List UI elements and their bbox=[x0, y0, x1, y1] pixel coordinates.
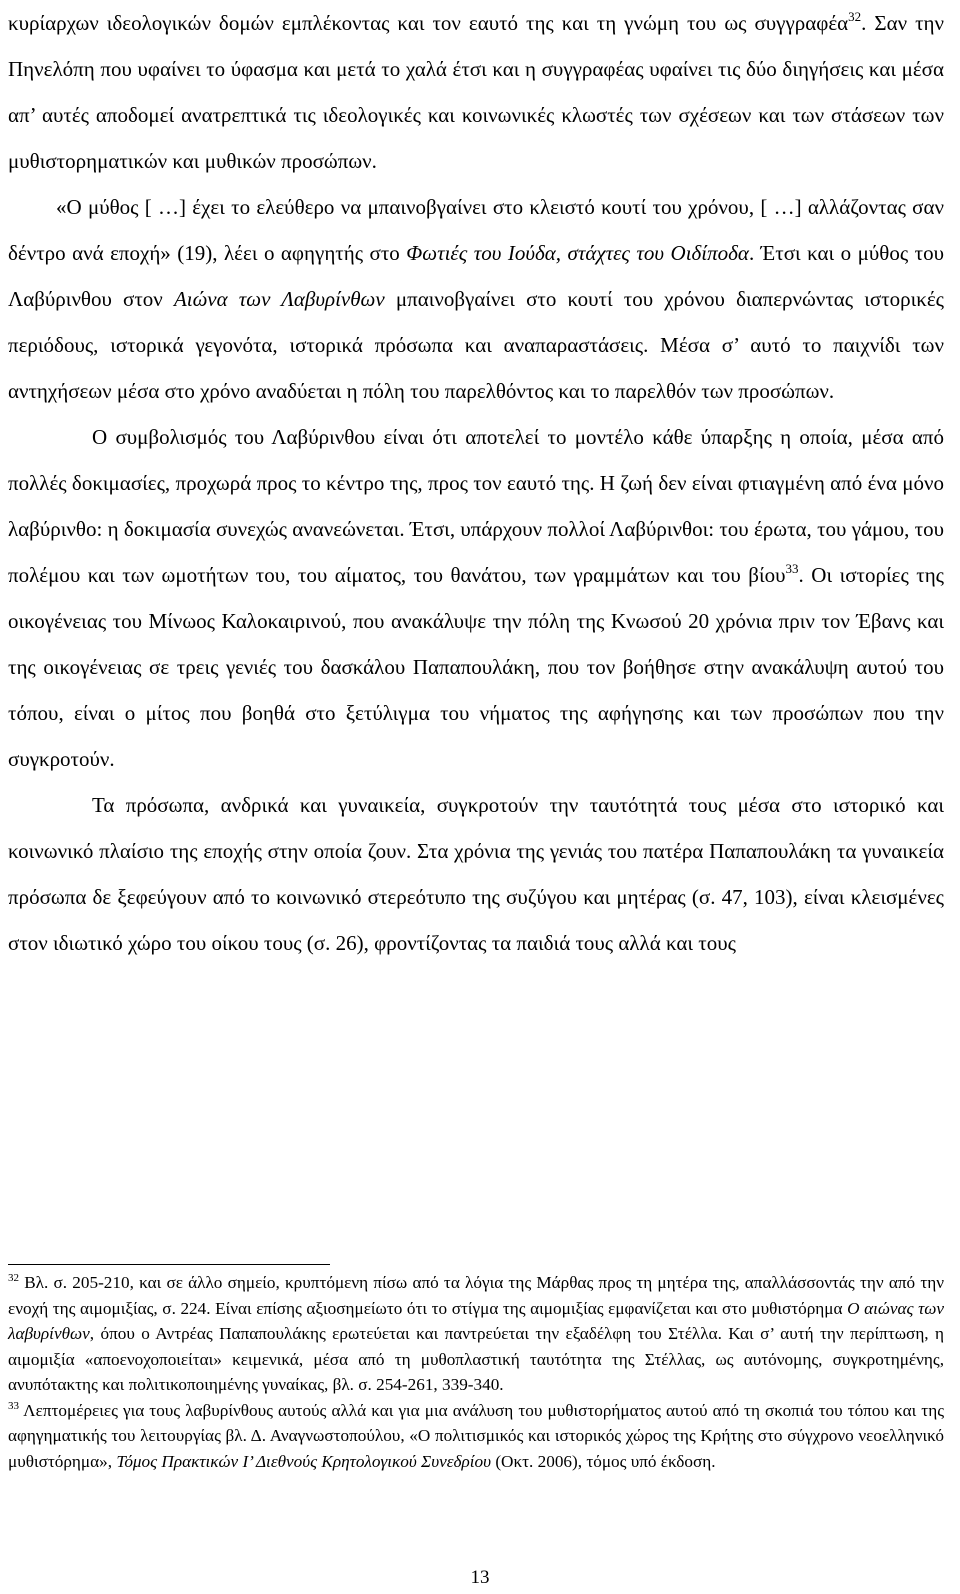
footnote-ref-33[interactable]: 33 bbox=[785, 561, 799, 576]
footnote-text: Λεπτομέρειες για τους λαβυρίνθους αυτούς αλλά και για μια ανάλυση του μυθιστορήματος αυτού από τη σκοπιά του τόπου και της αφηγηματικής του λειτουργίας βλ. Δ. Αναγνωστοπούλου, «Ο πολιτισμικός και ιστορικός χώρος της Κρήτης στο σύγχρονο νεοελληνικό μυθιστόρημα», bbox=[8, 1400, 944, 1471]
footnote-text: Βλ. σ. 205-210, και σε άλλο σημείο, κρυπτόμενη πίσω από τα λόγια της Μάρθας προς τη μητέρα της, απαλλάσσοντάς την από την ενοχή της αιμομιξίας, σ. 224. Είναι επίσης αξιοσημείωτο ότι το στίγμα της αιμομιξίας εμφανίζεται και στο μυθιστόρημα bbox=[8, 1273, 944, 1318]
text-run: κυρίαρχων ιδεολογικών δομών εμπλέκοντας και τον εαυτό της και τη γνώμη του ως συγγραφέα bbox=[8, 11, 849, 35]
paragraph-2 bbox=[8, 184, 944, 414]
text-run: . Σαν την Πηνελόπη που υφαίνει το ύφασμα και μετά το χαλά έτσι και η συγγραφέας υφαίνει τις δύο διηγήσεις και μέσα απ’ αυτές αποδομεί ανατρεπτικά τις ιδεολογικές και κοινωνικές κλωστές των σχέσεων και των στάσεων των μυθιστορηματικών και μυθικών προσώπων. bbox=[8, 11, 944, 173]
text-run: . Έτσι και ο μύθος του Λαβύρινθου στον bbox=[8, 241, 944, 311]
text-run: . Οι ιστορίες της οικογένειας του Μίνωος Καλοκαιρινού, που ανακάλυψε την πόλη της Κνωσού 20 χρόνια πριν τον Έβανς και της οικογένειας σε τρεις γενιές του δασκάλου Παπαπουλάκη, που τον βοήθησε στην ανακάλυψη αυτού του τόπου, είναι ο μίτος που βοηθά στο ξετύλιγμα του νήματος της αφήγησης και των προσώπων που την συγκροτούν. bbox=[8, 563, 944, 771]
page-number: 13 bbox=[470, 1567, 490, 1588]
footnote-number: 32 bbox=[8, 1272, 19, 1284]
footnote-ref-32[interactable]: 32 bbox=[848, 9, 862, 24]
footnote-33 bbox=[8, 1398, 944, 1475]
footnote-separator bbox=[8, 1264, 330, 1265]
document-page bbox=[8, 0, 944, 966]
footnote-number: 33 bbox=[8, 1399, 19, 1412]
footnote-text: (Οκτ. 2006), τόμος υπό έκδοση. bbox=[491, 1451, 716, 1471]
text-run: Τα πρόσωπα, ανδρικά και γυναικεία, συγκροτούν την ταυτότητά τους μέσα στο ιστορικό και κοινωνικό πλαίσιο της εποχής στην οποία ζουν. Στα χρόνια της γενιάς του πατέρα Παπαπουλάκη τα γυναικεία πρόσωπα δε ξεφεύγουν από το κοινωνικό στερεότυπο της συζύγου και μητέρας (σ. 47, 103), είναι κλεισμένες στον ιδιωτικό χώρο του οίκου τους (σ. 26), φροντίζοντας τα παιδιά τους αλλά και τους bbox=[8, 793, 944, 955]
paragraph-3 bbox=[8, 414, 944, 782]
italic-title: Φωτιές του Ιούδα, στάχτες του Οιδίποδα bbox=[406, 241, 749, 265]
text-run: Ο συμβολισμός του Λαβύρινθου είναι ότι αποτελεί το μοντέλο κάθε ύπαρξης η οποία, μέσα από πολλές δοκιμασίες, προχωρά προς το κέντρο της, προς τον εαυτό της. Η ζωή δεν είναι φτιαγμένη από ένα μόνο λαβύρινθο: η δοκιμασία συνεχώς ανανεώνεται. Έτσι, υπάρχουν πολλοί Λαβύρινθοι: του έρωτα, του γάμου, του πολέμου και των ωμοτήτων του, του αίματος, του θανάτου, των γραμμάτων και του βίου bbox=[8, 425, 944, 587]
footnotes bbox=[8, 1270, 944, 1474]
paragraph-1 bbox=[8, 0, 944, 184]
footnote-text: , όπου ο Αντρέας Παπαπουλάκης ερωτεύεται και παντρεύεται την εξαδέλφη του Στέλλα. Και σ’ αυτή την περίπτωση, η αιμομιξία «αποενοχοποιείται» κειμενικά, μέσα από τη μυθοπλαστική ταυτότητα της Στέλλας, ως αυτόνομης, συγκροτημένης, ανυπότακτης και πολιτικοποιημένης γυναίκας, βλ. σ. 254-261, 339-340. bbox=[8, 1324, 944, 1394]
paragraph-4 bbox=[8, 782, 944, 966]
text-run: μπαινοβγαίνει στο κουτί του χρόνου διαπερνώντας ιστορικές περιόδους, ιστορικά γεγονότα, ιστορικά πρόσωπα και αναπαραστάσεις. Μέσα σ’ αυτό το παιχνίδι των αντηχήσεων μέσα στο χρόνο αναδύεται η πόλη του παρελθόντος και το παρελθόν των προσώπων. bbox=[8, 287, 944, 403]
body-text bbox=[8, 0, 944, 966]
text-run: «Ο μύθος [ …] έχει το ελεύθερο να μπαινοβγαίνει στο κλειστό κουτί του χρόνου, [ …] αλλάζοντας σαν δέντρο ανά εποχή» (19), λέει ο αφηγητής στο bbox=[8, 195, 944, 265]
italic-title: Αιώνα των Λαβυρίνθων bbox=[173, 287, 385, 311]
footnote-32 bbox=[8, 1270, 944, 1398]
italic-title: Τόμος Πρακτικών Ι’ Διεθνούς Κρητολογικού Συνεδρίου bbox=[116, 1451, 492, 1471]
italic-title: Ο αιώνας των λαβυρίνθων bbox=[8, 1298, 945, 1343]
